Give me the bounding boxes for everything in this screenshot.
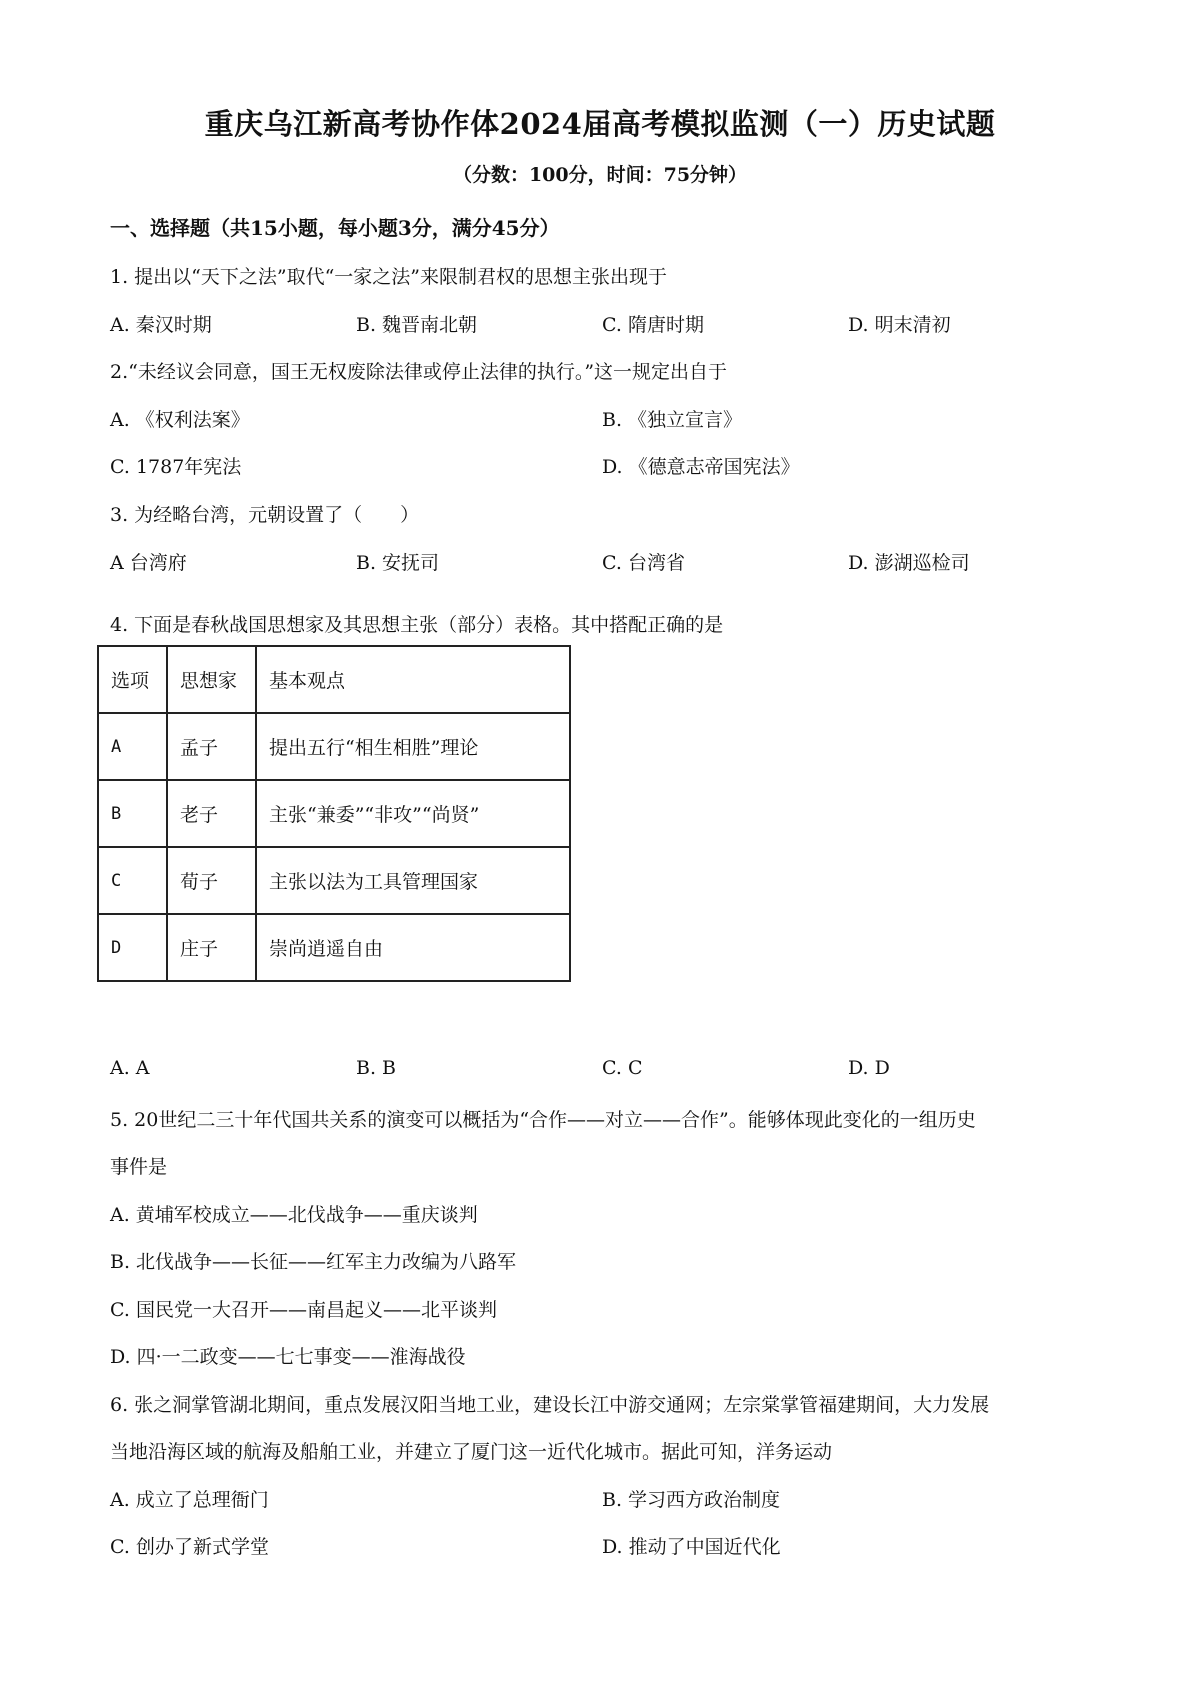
question-5-option-c: C. 国民党一大召开——南昌起义——北平谈判 xyxy=(110,1299,497,1321)
question-2-option-a: A. 《权利法案》 xyxy=(110,409,250,431)
question-2-option-c: C. 1787年宪法 xyxy=(110,456,242,478)
question-3-stem: 3. 为经略台湾，元朝设置了（ ） xyxy=(110,504,420,526)
question-6-option-c: C. 创办了新式学堂 xyxy=(110,1536,269,1558)
question-5-option-a: A. 黄埔军校成立——北伐战争——重庆谈判 xyxy=(110,1204,478,1226)
table-cell-option: A xyxy=(98,713,167,780)
question-6-stem-line2: 当地沿海区域的航海及船舶工业，并建立了厦门这一近代化城市。据此可知，洋务运动 xyxy=(110,1441,833,1463)
question-4-option-d: D. D xyxy=(848,1057,890,1079)
table-cell-option: B xyxy=(98,780,167,847)
question-4-option-b: B. B xyxy=(356,1057,397,1079)
question-6-option-a: A. 成立了总理衙门 xyxy=(110,1489,269,1511)
table-row xyxy=(98,780,570,847)
section-heading: 一、选择题（共15小题，每小题3分，满分45分） xyxy=(110,216,560,240)
table-row xyxy=(98,847,570,914)
table-cell-thinker: 老子 xyxy=(167,780,256,847)
exam-subtitle: （分数：100分，时间：75分钟） xyxy=(452,164,748,186)
table-cell-view: 主张以法为工具管理国家 xyxy=(256,847,570,914)
table-row xyxy=(98,713,570,780)
question-5-option-b: B. 北伐战争——长征——红军主力改编为八路军 xyxy=(110,1251,517,1273)
question-2-option-d: D. 《德意志帝国宪法》 xyxy=(602,456,800,478)
question-3-option-c: C. 台湾省 xyxy=(602,552,685,574)
question-3-option-b: B. 安抚司 xyxy=(356,552,440,574)
question-6-option-d: D. 推动了中国近代化 xyxy=(602,1536,781,1558)
question-5-stem-line2: 事件是 xyxy=(110,1156,168,1178)
question-1-option-b: B. 魏晋南北朝 xyxy=(356,314,478,336)
question-3-option-a: A 台湾府 xyxy=(110,552,187,574)
table-row xyxy=(98,914,570,981)
table-cell-thinker: 孟子 xyxy=(167,713,256,780)
question-1-option-c: C. 隋唐时期 xyxy=(602,314,704,336)
question-2-option-b: B. 《独立宣言》 xyxy=(602,409,743,431)
table-cell-thinker: 庄子 xyxy=(167,914,256,981)
table-cell-view: 主张“兼委”“非攻”“尚贤” xyxy=(256,780,570,847)
question-4-option-c: C. C xyxy=(602,1057,643,1079)
table-header: 基本观点 xyxy=(256,646,570,713)
table-cell-option: D xyxy=(98,914,167,981)
question-6-stem-line1: 6. 张之洞掌管湖北期间，重点发展汉阳当地工业，建设长江中游交通网；左宗棠掌管福建期间，大力发展 xyxy=(110,1394,990,1416)
table-cell-option: C xyxy=(98,847,167,914)
question-4-stem: 4. 下面是春秋战国思想家及其思想主张（部分）表格。其中搭配正确的是 xyxy=(110,614,724,636)
question-5-option-d: D. 四·一二政变——七七事变——淮海战役 xyxy=(110,1346,466,1368)
question-1-stem: 1. 提出以“天下之法”取代“一家之法”来限制君权的思想主张出现于 xyxy=(110,266,668,288)
question-2-stem: 2.“未经议会同意，国王无权废除法律或停止法律的执行。”这一规定出自于 xyxy=(110,361,728,383)
question-5-stem-line1: 5. 20世纪二三十年代国共关系的演变可以概括为“合作——对立——合作”。能够体现此变化的一组历史 xyxy=(110,1109,976,1131)
table-cell-view: 提出五行“相生相胜”理论 xyxy=(256,713,570,780)
exam-title: 重庆乌江新高考协作体2024届高考模拟监测（一）历史试题 xyxy=(204,107,996,141)
table-header: 选项 xyxy=(98,646,167,713)
thinkers-table xyxy=(97,645,571,982)
table-header-row xyxy=(98,646,570,713)
question-1-option-a: A. 秦汉时期 xyxy=(110,314,212,336)
table-cell-thinker: 荀子 xyxy=(167,847,256,914)
question-4-option-a: A. A xyxy=(110,1057,150,1079)
question-3-option-d: D. 澎湖巡检司 xyxy=(848,552,970,574)
question-6-option-b: B. 学习西方政治制度 xyxy=(602,1489,781,1511)
table-header: 思想家 xyxy=(167,646,256,713)
question-1-option-d: D. 明末清初 xyxy=(848,314,951,336)
table-cell-view: 崇尚逍遥自由 xyxy=(256,914,570,981)
